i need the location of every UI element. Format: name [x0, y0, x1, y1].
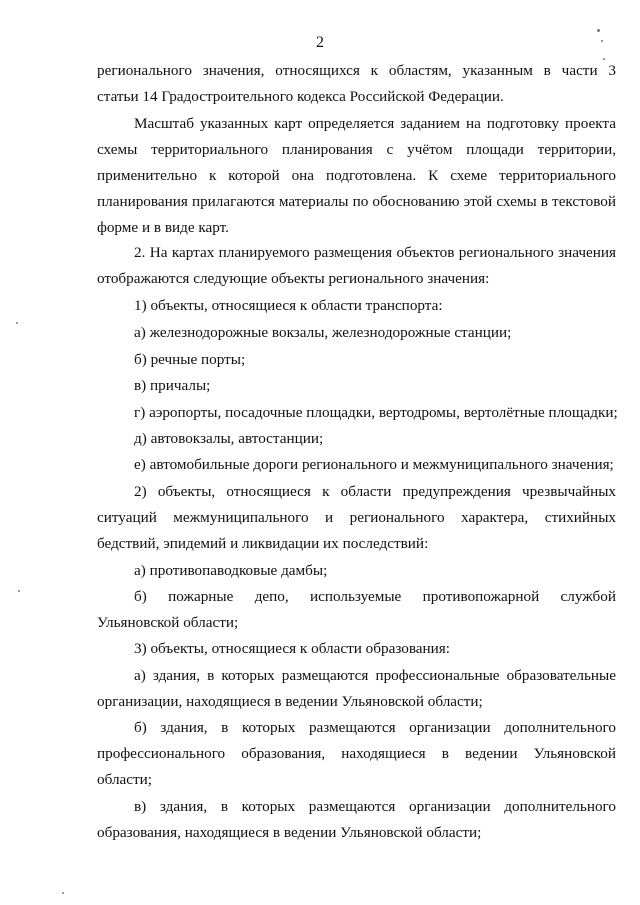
text-line: Масштаб указанных карт определяется заданием на подготовку проекта [134, 115, 616, 132]
list-item: 1) объекты, относящиеся к области транспорта: [134, 297, 443, 314]
list-item: а) железнодорожные вокзалы, железнодорожные станции; [134, 324, 512, 341]
text-line: отображаются следующие объекты регионального значения: [97, 270, 490, 287]
page-number: 2 [316, 34, 324, 51]
text-line: области; [97, 771, 152, 788]
text-line: ситуаций межмуниципального и регионального характера, стихийных [97, 509, 616, 526]
text-line: бедствий, эпидемий и ликвидации их последствий: [97, 535, 429, 552]
text-line: схемы территориального планирования с учётом площади территории, [97, 141, 616, 158]
list-item: в) здания, в которых размещаются организации дополнительного [134, 798, 616, 815]
text-line: 2. На картах планируемого размещения объектов регионального значения [134, 244, 616, 261]
text-line: Ульяновской области; [97, 614, 239, 631]
text-line: форме и в виде карт. [97, 219, 229, 236]
text-line: организации, находящиеся в ведении Ульяновской области; [97, 693, 483, 710]
list-item: б) речные порты; [134, 351, 246, 368]
text-line: планирования прилагаются материалы по обоснованию этой схемы в текстовой [97, 193, 616, 210]
text-line: статьи 14 Градостроительного кодекса Российской Федерации. [97, 88, 504, 105]
list-item: д) автовокзалы, автостанции; [134, 430, 324, 447]
scan-speck [16, 322, 18, 324]
text-line: применительно к которой она подготовлена. К схеме территориального [97, 167, 616, 184]
text-line: регионального значения, относящихся к областям, указанным в части 3 [97, 62, 616, 79]
list-item: в) причалы; [134, 377, 211, 394]
scan-speck [18, 590, 20, 592]
scan-speck [62, 892, 64, 894]
text-line: образования, находящиеся в ведении Ульяновской области; [97, 824, 482, 841]
list-item: 3) объекты, относящиеся к области образования: [134, 640, 450, 657]
text-line: профессионального образования, находящиеся в ведении Ульяновской [97, 745, 616, 762]
scan-speck [601, 40, 603, 42]
list-item: а) противопаводковые дамбы; [134, 562, 328, 579]
list-item: г) аэропорты, посадочные площадки, вертодромы, вертолётные площадки; [134, 404, 618, 421]
scan-speck [597, 29, 600, 32]
list-item: е) автомобильные дороги регионального и межмуниципального значения; [134, 456, 614, 473]
list-item: а) здания, в которых размещаются профессиональные образовательные [134, 667, 616, 684]
list-item: б) пожарные депо, используемые противопожарной службой [134, 588, 616, 605]
list-item: б) здания, в которых размещаются организации дополнительного [134, 719, 616, 736]
scan-speck [603, 58, 605, 60]
list-item: 2) объекты, относящиеся к области предупреждения чрезвычайных [134, 483, 616, 500]
